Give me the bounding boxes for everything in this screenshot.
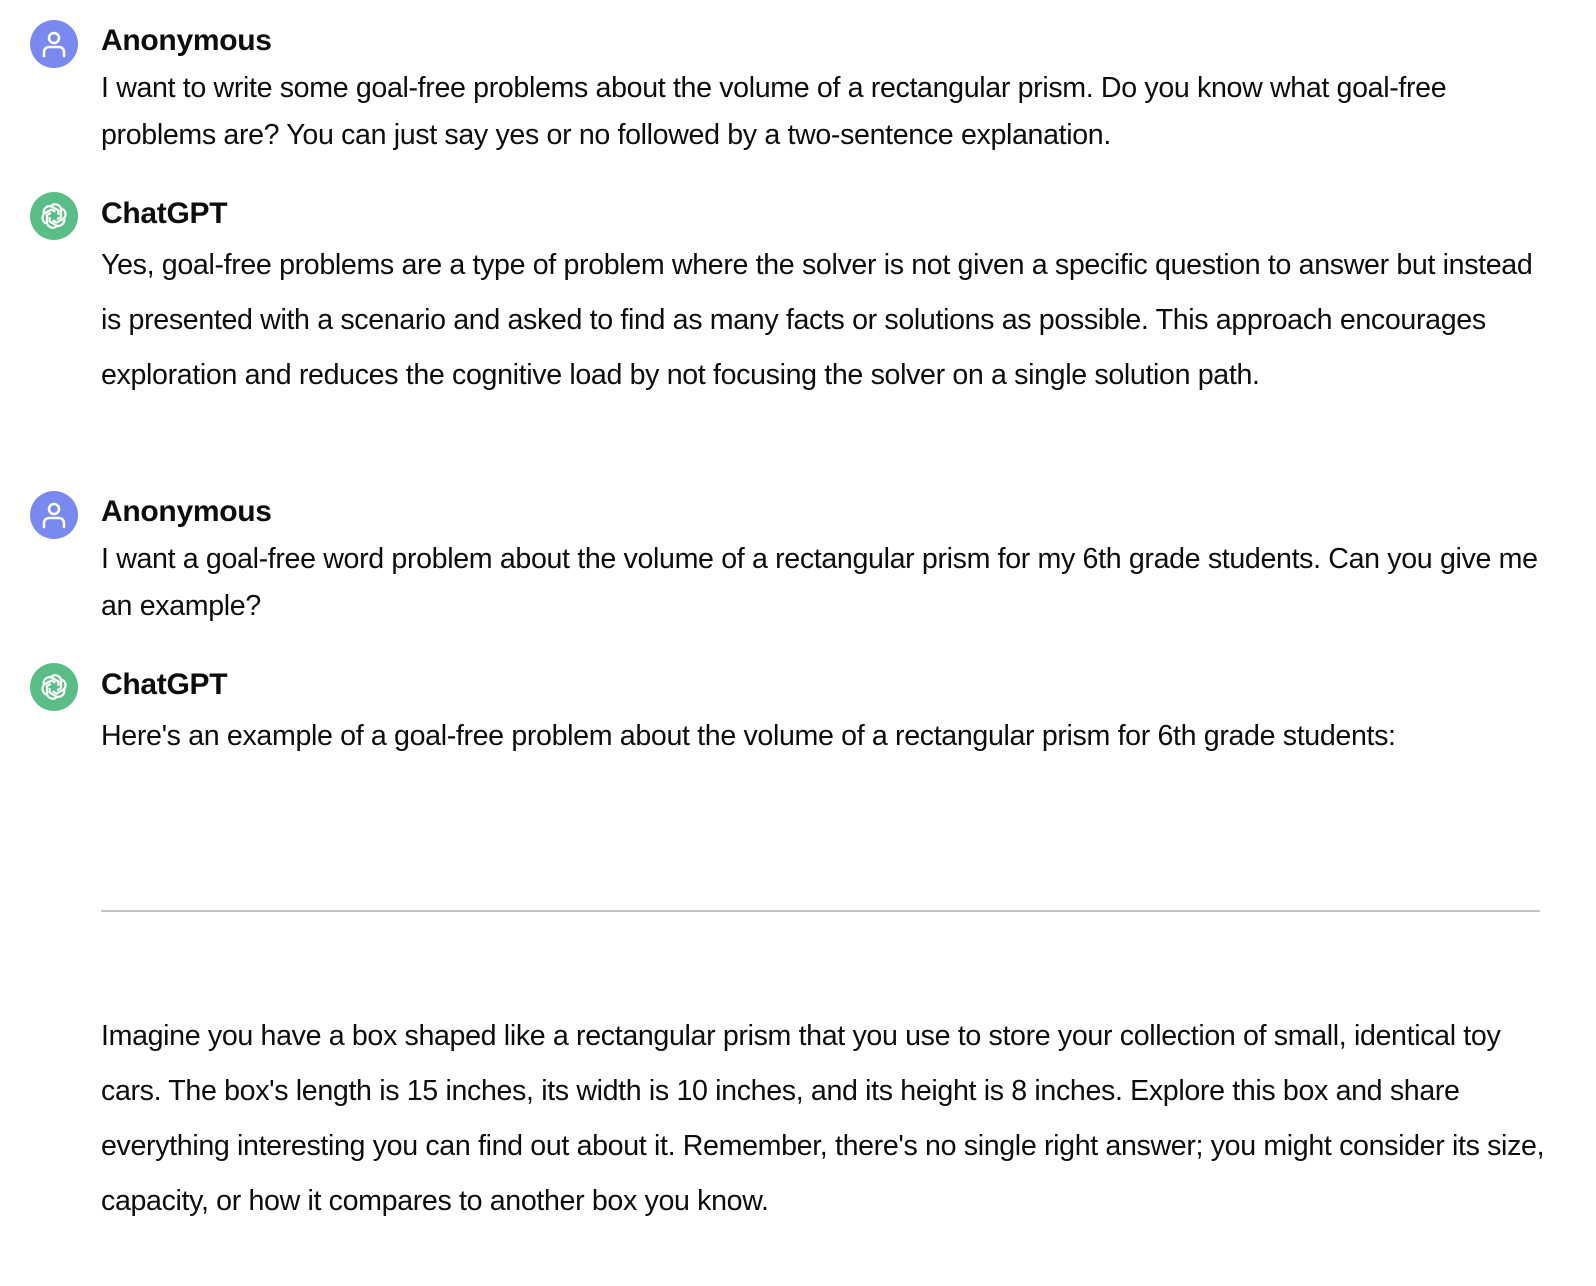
horizontal-divider — [101, 910, 1540, 912]
user-icon — [41, 501, 67, 529]
message-author: ChatGPT — [101, 668, 228, 701]
message-text: Here's an example of a goal-free problem about the volume of a rectangular prism for 6th grade students: — [101, 720, 1396, 752]
assistant-avatar — [30, 663, 78, 711]
problem-text: Imagine you have a box shaped like a rectangular prism that you use to store your collection of small, identical toy cars. The box's length is 15 inches, its width is 10 inches, and its height is 8 inches. Explore this box and share everything interesting you can find out about it. Remember, there's no single right answer; you might consider its size, capacity, or how it compares to another box you know. — [101, 1020, 1545, 1217]
message-author: Anonymous — [101, 495, 272, 528]
assistant-avatar — [30, 192, 78, 240]
message-text: Yes, goal-free problems are a type of problem where the solver is not given a specific question to answer but instead is presented with a scenario and asked to find as many facts or solutions as possible. This approach encourages exploration and reduces the cognitive load by not focusing the solver on a single solution path. — [101, 249, 1533, 391]
message-author: Anonymous — [101, 24, 272, 57]
openai-logo-icon — [38, 200, 70, 232]
message-text: I want a goal-free word problem about the volume of a rectangular prism for my 6th grade students. Can you give me an example? — [101, 543, 1538, 622]
user-avatar — [30, 20, 78, 68]
openai-logo-icon — [38, 671, 70, 703]
user-avatar — [30, 491, 78, 539]
message-text: I want to write some goal-free problems about the volume of a rectangular prism. Do you know what goal-free problems are? You can just say yes or no followed by a two-sentence explanation. — [101, 72, 1447, 151]
user-icon — [41, 30, 67, 58]
message-author: ChatGPT — [101, 197, 228, 230]
